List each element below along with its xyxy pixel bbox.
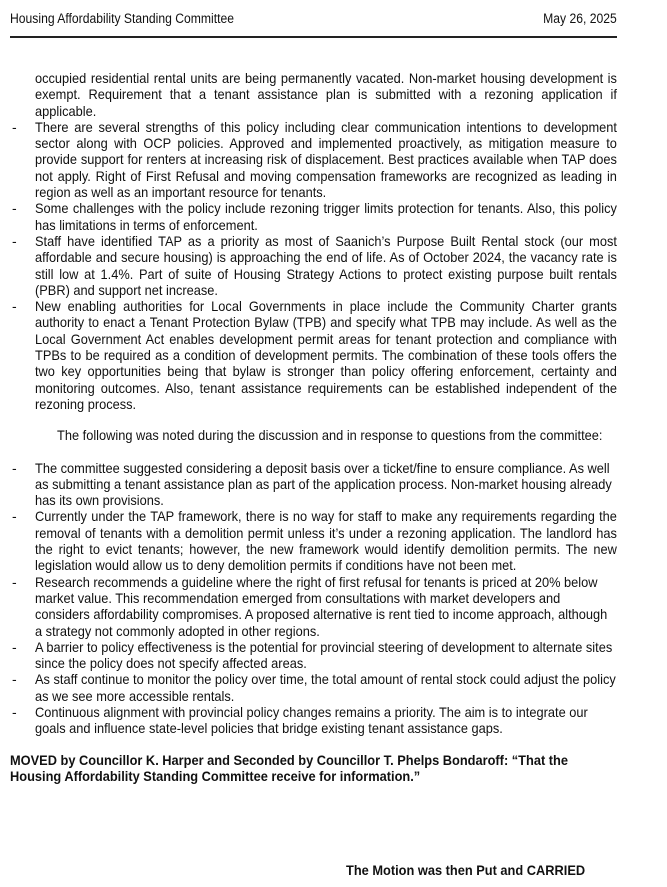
- discussion-intro: The following was noted during the discussion and in response to questions from the committee:: [57, 427, 603, 444]
- bullet-dash: -: [12, 200, 17, 217]
- list-item: - As staff continue to monitor the policy over time, the total amount of rental stock could adjust the policy as we see more accessible rentals.: [12, 671, 616, 704]
- list-item: - Some challenges with the policy include rezoning trigger limits protection for tenants. Also, this policy has limitations in terms of enforcement.: [12, 200, 617, 233]
- list-item: - Staff have identified TAP as a priority as most of Saanich’s Purpose Built Rental stock (our most affordable and secure housing) is approaching the end of life. As of October 2024, the vacancy rate is still low at 1.4%. Part of suite of Housing Strategy Actions to protect existing purpose built rentals (PBR) and support net increase.: [12, 232, 617, 298]
- bullet-dash: -: [12, 703, 17, 720]
- list-item: - The committee suggested considering a deposit basis over a ticket/fine to ensure compliance. As well as submitting a tenant assistance plan as part of the application process. Non-market housing already has its own provisions.: [12, 459, 612, 509]
- bullet-dash: -: [12, 298, 17, 315]
- bullet-dash: -: [12, 118, 17, 135]
- bullet-dash: -: [12, 508, 17, 525]
- list-item: - New enabling authorities for Local Governments in place include the Community Charter grants authority to enact a Tenant Protection Bylaw (TPB) and specify what TPB may include. As well as the Local Government Act enables development permit areas for tenant protection and compliance with TPBs to be required as a condition of development permits. The combination of these tools offers the two key opportunities being that bylaw is stronger than policy offering enforcement, certainty and monitoring outcomes. Also, tenant assistance requirements can be established independent of the rezoning process.: [12, 298, 617, 412]
- bullet-dash: -: [12, 638, 17, 655]
- meeting-date: May 26, 2025: [543, 11, 617, 26]
- list-item: - There are several strengths of this policy including clear communication intentions to development sector along with OCP policies. Approved and implemented proactively, as mitigation measure to provide support for renters at increasing risk of displacement. Best practices available when TAP does not apply. Right of First Refusal and moving compensation frameworks are recognized as leading in region as well as an important resource for tenants.: [12, 118, 617, 201]
- list-item: - Continuous alignment with provincial policy changes remains a priority. The aim is to integrate our goals and influence state-level policies that bridge existing tenant assistance gaps.: [12, 703, 588, 737]
- bullet-dash: -: [12, 671, 17, 688]
- bullet-dash: -: [12, 459, 17, 476]
- committee-name: Housing Affordability Standing Committee: [10, 11, 235, 26]
- list-item: - Currently under the TAP framework, there is no way for staff to make any requirements regarding the removal of tenants with a demolition permit unless it’s under a rezoning application. The landlord has the right to evict tenants; however, the new framework would identify demolition permits. The new legislation would allow us to deny demolition permits if conditions have not been met.: [12, 508, 617, 574]
- list-item: - A barrier to policy effectiveness is the potential for provincial steering of development to alternate sites since the policy does not specify affected areas.: [12, 638, 613, 672]
- list-item: - Research recommends a guideline where the right of first refusal for tenants is priced at 20% below market value. This recommendation emerged from consultations with market developers and considers affordability compromises. A proposed alternative is rent tied to income approach, although a strategy not commonly adopted in other regions.: [12, 573, 608, 639]
- header-divider: [10, 36, 617, 38]
- discussion-points-list: [0, 460, 667, 737]
- motion-result: The Motion was then Put and CARRIED: [346, 862, 586, 878]
- staff-points-list: [0, 119, 667, 412]
- page-header: [10, 11, 617, 31]
- continuation-paragraph: occupied residential rental units are being permanently vacated. Non-market housing development is exempt. Requirement that a tenant assistance plan is submitted with a rezoning application if applicable.: [35, 70, 617, 119]
- minutes-body: [0, 70, 667, 785]
- bullet-dash: -: [12, 573, 17, 590]
- motion-statement: MOVED by Councillor K. Harper and Seconded by Councillor T. Phelps Bondaroff: “That the Housing Affordability Standing Committee receive for information.”: [10, 751, 568, 785]
- bullet-dash: -: [12, 232, 17, 249]
